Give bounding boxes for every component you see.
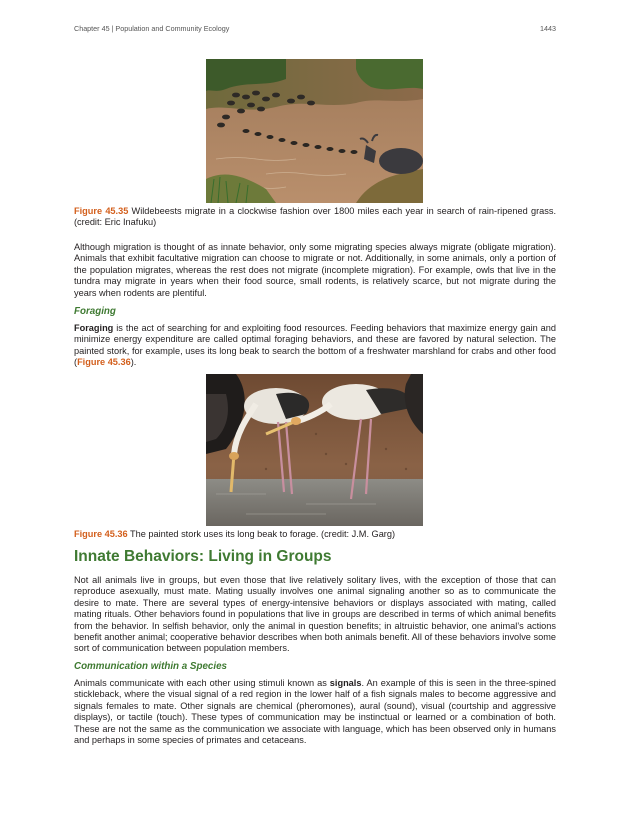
figure-link[interactable]: Figure 45.36 [77, 357, 131, 368]
figure-45-35-caption [74, 206, 556, 229]
living-in-groups-paragraph: Not all animals live in groups, but even those that live relatively solitary lives, with the exception of those that can reproduce asexually, must mate. Mating usually involves one animal signaling another so as to communicate the desire to mate. There are several types of energy-intensive behaviors or displays associated with mating, called mating rituals. Other behaviors found in populations that live in groups are described in terms of which animal benefits from the behavior. In selfish behavior, only the animal in question benefits; in altruistic behavior, one animal’s actions benefit another animal; cooperative behavior describes when both animals benefit. All of these behaviors involve some sort of communication between population members. [74, 575, 556, 654]
stork-photo [206, 374, 423, 526]
figure-label: Figure 45.36 [74, 529, 128, 539]
section-heading: Innate Behaviors: Living in Groups [74, 548, 332, 565]
chapter-title: Chapter 45 | Population and Community Ecology [74, 24, 230, 33]
paragraph-text: is the act of searching for and exploiting food resources. Feeding behaviors that maximize energy gain and minimize energy expenditure are called optimal foraging behaviors, and these are favored by natural selection. The painted stork, for example, uses its long beak to search the bottom of a freshwater marshland for crabs and other food ( [74, 323, 556, 368]
communication-paragraph [74, 678, 556, 746]
wildebeest-photo-illustration [206, 59, 423, 203]
stork-photo-illustration [206, 374, 423, 526]
foraging-paragraph [74, 323, 556, 369]
figure-label: Figure 45.35 [74, 206, 129, 216]
paragraph-text: Animals communicate with each other using stimuli known as [74, 678, 330, 688]
key-term: signals [329, 678, 362, 688]
caption-text: Wildebeests migrate in a clockwise fashion over 1800 miles each year in search of rain-ripened grass. (credit: Eric Inafuku) [74, 206, 556, 228]
communication-heading: Communication within a Species [74, 661, 227, 672]
wildebeest-photo [206, 59, 423, 203]
migration-paragraph: Although migration is thought of as innate behavior, only some migrating species always migrate (obligate migration). Animals that exhibit facultative migration can choose to migrate or not. Additionally, in some animals, only a portion of the population migrates, whereas the rest does not migrate (incomplete migration). For example, owls that live in the tundra may migrate in years when their food source, small rodents, is relatively scarce, but not migrate during the years when rodents are plentiful. [74, 242, 556, 298]
caption-text: The painted stork uses its long beak to forage. (credit: J.M. Garg) [127, 529, 396, 539]
key-term: Foraging [74, 323, 114, 333]
figure-45-36-caption [74, 529, 556, 540]
foraging-heading: Foraging [74, 306, 116, 317]
page-number: 1443 [540, 24, 556, 33]
paragraph-text-end: . An example of this is seen in the three-spined stickleback, where the visual signal of a red region in the lower half of a fish signals males to become aggressive and signals females to mate. Other signals are chemical (pheromones), aural (sound), visual (courtship and aggressive displays), or tactile (touch). These types of communication may be instinctual or learned or a combination of both. These are not the same as the communication we associate with language, which has been observed only in humans and perhaps in some species of primates and cetaceans. [74, 678, 557, 746]
paragraph-text-end: ). [130, 357, 137, 368]
page-header [74, 24, 556, 33]
